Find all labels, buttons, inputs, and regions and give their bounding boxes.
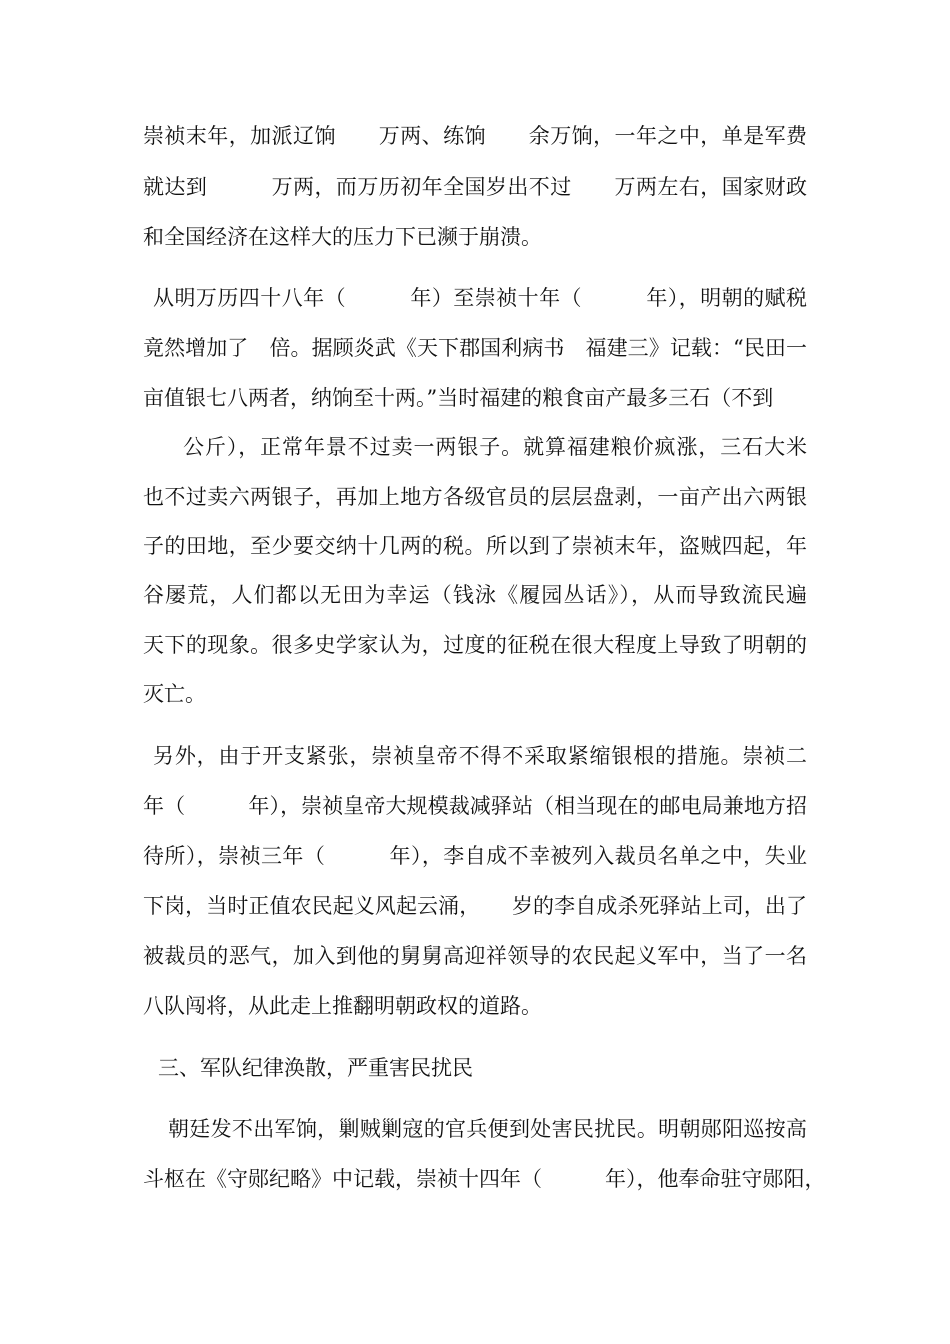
text-line-18: 八队闯将，从此走上推翻明朝政权的道路。 <box>143 994 542 1018</box>
text-line-2: 就达到 万两，而万历初年全国岁出不过 万两左右，国家财政 <box>143 175 807 199</box>
text-line-9: 子的田地，至少要交纳十几两的税。所以到了崇祯末年，盗贼四起，年 <box>143 534 807 558</box>
text-line-7: 公斤），正常年景不过卖一两银子。就算福建粮价疯涨，三石大米 <box>183 435 807 459</box>
text-line-20: 斗枢在《守郧纪略》中记载，崇祯十四年（ 年），他奉命驻守郧阳， <box>143 1167 826 1191</box>
text-line-1: 崇祯末年，加派辽饷 万两、练饷 余万饷，一年之中，单是军费 <box>143 124 807 148</box>
text-line-17: 被裁员的恶气，加入到他的舅舅高迎祥领导的农民起义军中，当了一名 <box>143 944 807 968</box>
text-line-8: 也不过卖六两银子，再加上地方各级官员的层层盘剥，一亩产出六两银 <box>143 485 807 509</box>
text-line-6: 亩值银七八两者，纳饷至十两。”当时福建的粮食亩产最多三石（不到 <box>143 386 774 410</box>
text-line-3: 和全国经济在这样大的压力下已濒于崩溃。 <box>143 225 542 249</box>
text-line-5: 竟然增加了 倍。据顾炎武《天下郡国利病书 福建三》记载：“民田一 <box>143 336 807 360</box>
text-line-19: 朝廷发不出军饷，剿贼剿寇的官兵便到处害民扰民。明朝郧阳巡按高 <box>168 1117 807 1141</box>
text-line-10: 谷屡荒，人们都以无田为幸运（钱泳《履园丛话》），从而导致流民遍 <box>143 583 807 607</box>
text-line-12: 灭亡。 <box>143 682 206 706</box>
text-line-4: 从明万历四十八年（ 年）至崇祯十年（ 年），明朝的赋税 <box>153 286 807 310</box>
text-line-16: 下岗，当时正值农民起义风起云涌， 岁的李自成杀死驿站上司，出了 <box>143 894 807 918</box>
text-line-15: 待所），崇祯三年（ 年），李自成不幸被列入裁员名单之中，失业 <box>143 844 807 868</box>
text-line-14: 年（ 年），崇祯皇帝大规模裁减驿站（相当现在的邮电局兼地方招 <box>143 794 807 818</box>
section-heading: 三、军队纪律涣散，严重害民扰民 <box>158 1056 473 1080</box>
text-line-11: 天下的现象。很多史学家认为，过度的征税在很大程度上导致了明朝的 <box>143 633 807 657</box>
text-line-13: 另外，由于开支紧张，崇祯皇帝不得不采取紧缩银根的措施。崇祯二 <box>153 744 807 768</box>
